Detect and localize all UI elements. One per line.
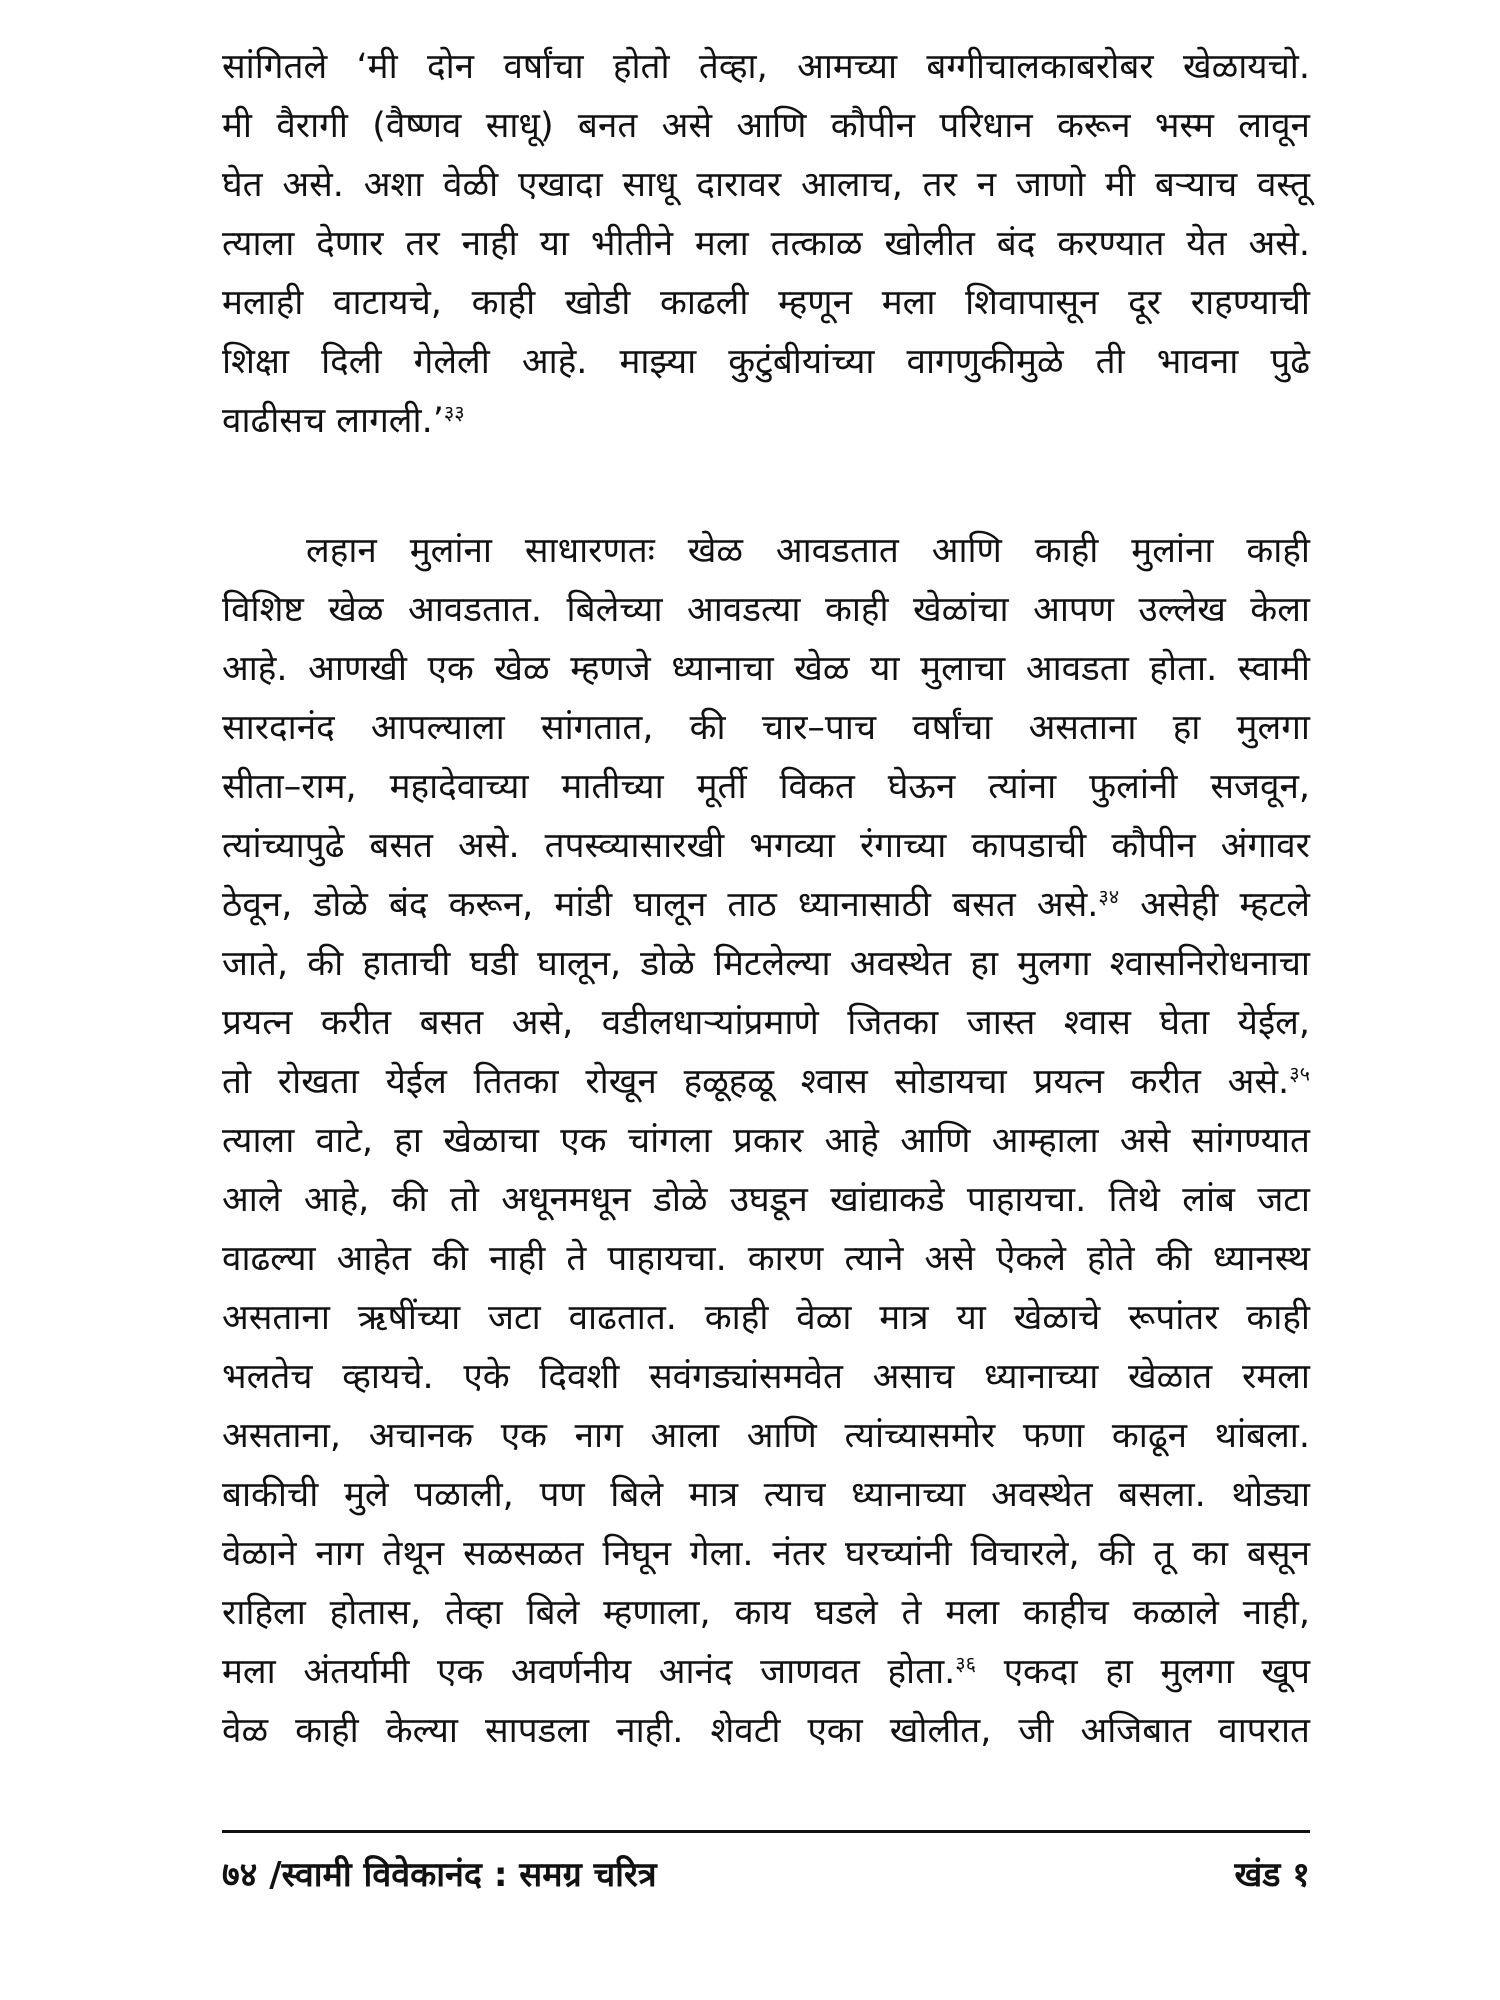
text-line: त्याला वाटे, हा खेळाचा एक चांगला प्रकार आहे आणि आम्हाला असे सांगण्यात	[222, 1121, 1310, 1161]
footnote-marker-33: ३३	[443, 400, 465, 425]
text-line-with-footnote	[222, 876, 1310, 935]
paragraph-quote	[222, 38, 1310, 451]
text-line: मी वैरागी (वैष्णव साधू) बनत असे आणि कौपीन परिधान करून भस्म लावून	[222, 106, 1310, 146]
paragraph-meditation-game	[222, 522, 1310, 1761]
text-line: सांगितले ‘मी दोन वर्षांचा होतो तेव्हा, आमच्या बग्गीचालकाबरोबर खेळायचो.	[222, 47, 1310, 87]
text-line: आहे. आणखी एक खेळ म्हणजे ध्यानाचा खेळ या मुलाचा आवडता होता. स्वामी	[222, 649, 1310, 689]
footnote-marker-34: ३४	[1098, 884, 1120, 909]
text-fragment: तो रोखता येईल तितका रोखून हळूहळू श्वास सोडायचा प्रयत्न करीत असे.	[222, 1062, 1290, 1102]
text-line: बाकीची मुले पळाली, पण बिले मात्र त्याच ध्यानाच्या अवस्थेत बसला. थोड्या	[222, 1475, 1310, 1515]
text-line: आले आहे, की तो अधूनमधून डोळे उघडून खांद्याकडे पाहायचा. तिथे लांब जटा	[222, 1180, 1310, 1220]
text-line: वेळाने नाग तेथून सळसळत निघून गेला. नंतर घरच्यांनी विचारले, की तू का बसून	[222, 1534, 1310, 1574]
text-line: त्यांच्यापुढे बसत असे. तपस्व्यासारखी भगव्या रंगाच्या कापडाची कौपीन अंगावर	[222, 826, 1310, 866]
text-fragment: ठेवून, डोळे बंद करून, मांडी घालून ताठ ध्यानासाठी बसत असे.	[222, 885, 1099, 925]
text-line: प्रयत्न करीत बसत असे, वडीलधाऱ्यांप्रमाणे जितका जास्त श्वास घेता येईल,	[222, 1003, 1310, 1043]
footer-divider	[222, 1830, 1310, 1833]
text-line: असताना, अचानक एक नाग आला आणि त्यांच्यासमोर फणा काढून थांबला.	[222, 1416, 1310, 1456]
text-fragment: मला अंतर्यामी एक अवर्णनीय आनंद जाणवत होता.	[222, 1652, 956, 1692]
text-line-with-footnote	[222, 1053, 1310, 1112]
text-fragment: एकदा हा मुलगा खूप	[976, 1652, 1310, 1692]
text-line: जाते, की हाताची घडी घालून, डोळे मिटलेल्या अवस्थेत हा मुलगा श्वासनिरोधनाचा	[222, 944, 1310, 984]
text-line: सारदानंद आपल्याला सांगतात, की चार–पाच वर्षांचा असताना हा मुलगा	[222, 708, 1310, 748]
volume-label: खंड १	[1234, 1855, 1310, 1895]
footnote-marker-36: ३६	[955, 1651, 977, 1676]
text-line: मलाही वाटायचे, काही खोडी काढली म्हणून मला शिवापासून दूर राहण्याची	[222, 283, 1310, 323]
running-footer-title: ७४ /स्वामी विवेकानंद : समग्र चरित्र	[222, 1855, 657, 1895]
text-line: वाढल्या आहेत की नाही ते पाहायचा. कारण त्याने असे ऐकले होते की ध्यानस्थ	[222, 1239, 1310, 1279]
text-line-with-footnote	[222, 1643, 1310, 1702]
text-line: त्याला देणार तर नाही या भीतीने मला तत्काळ खोलीत बंद करण्यात येत असे.	[222, 224, 1310, 264]
text-line: वेळ काही केल्या सापडला नाही. शेवटी एका खोलीत, जी अजिबात वापरात	[222, 1711, 1310, 1751]
text-line: शिक्षा दिली गेलेली आहे. माझ्या कुटुंबीयांच्या वागणुकीमुळे ती भावना पुढे	[222, 342, 1310, 382]
text-line-indented: लहान मुलांना साधारणतः खेळ आवडतात आणि काही मुलांना काही	[306, 531, 1310, 571]
text-fragment: वाढीसच लागली.’	[222, 401, 444, 441]
footnote-marker-35: ३५	[1289, 1061, 1310, 1086]
text-line: घेत असे. अशा वेळी एखादा साधू दारावर आलाच, तर न जाणो मी बऱ्याच वस्तू	[222, 165, 1310, 205]
text-line: असताना ऋषींच्या जटा वाढतात. काही वेळा मात्र या खेळाचे रूपांतर काही	[222, 1298, 1310, 1338]
text-line: राहिला होतास, तेव्हा बिले म्हणाला, काय घडले ते मला काहीच कळाले नाही,	[222, 1593, 1310, 1633]
text-line-last	[222, 392, 1310, 451]
text-line: भलतेच व्हायचे. एके दिवशी सवंगड्यांसमवेत असाच ध्यानाच्या खेळात रमला	[222, 1357, 1310, 1397]
text-fragment: असेही म्हटले	[1119, 885, 1310, 925]
text-line: विशिष्ट खेळ आवडतात. बिलेच्या आवडत्या काही खेळांचा आपण उल्लेख केला	[222, 590, 1310, 630]
text-line: सीता–राम, महादेवाच्या मातीच्या मूर्ती विकत घेऊन त्यांना फुलांनी सजवून,	[222, 767, 1310, 807]
